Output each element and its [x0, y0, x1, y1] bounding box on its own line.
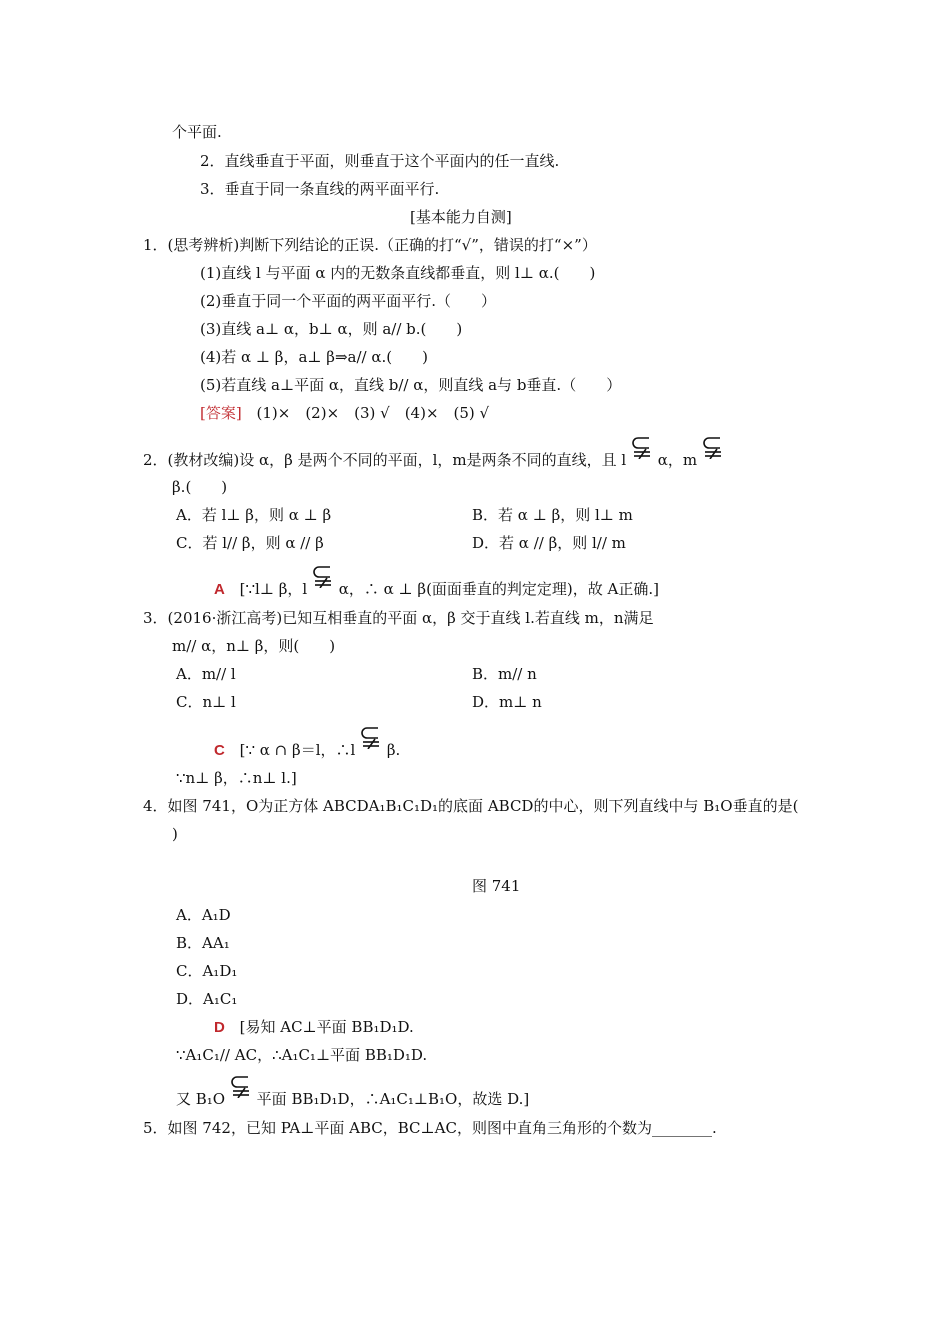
q4-expl-b: ∵A₁C₁// AC，∴A₁C₁⊥平面 BB₁D₁D. — [176, 1046, 428, 1064]
q2-expl-b: α，∴ α ⊥ β(面面垂直的判定定理)，故 A正确.] — [338, 580, 660, 598]
q4-expl-a: [易知 AC⊥平面 BB₁D₁D. — [239, 1018, 414, 1036]
q4-expl-c-a: 又 B₁O — [176, 1090, 226, 1108]
q4-expl-c — [176, 1080, 529, 1109]
q2-answer: A — [214, 581, 225, 598]
intro-line-2: 2．直线垂直于平面，则垂直于这个平面内的任一直线. — [200, 152, 560, 170]
q4-answer: D — [214, 1019, 225, 1036]
q3-expl-c: ∵n⊥ β，∴n⊥ l.] — [176, 769, 297, 787]
q1-item-3: (3)直线 a⊥ α，b⊥ α，则 a// b.( ) — [200, 320, 463, 338]
q3-stem-a: 3．(2016·浙江高考)已知互相垂直的平面 α，β 交于直线 l.若直线 m，n满足 — [143, 609, 654, 627]
subsetneq-symbol — [360, 725, 382, 754]
q2-stem-c: β.( ) — [172, 478, 228, 496]
q2-option-d: D．若 α // β，则 l// m — [472, 534, 626, 552]
q2-stem-b: α，m — [657, 451, 698, 469]
q3-option-d: D．m⊥ n — [472, 693, 542, 711]
q4-explanation — [214, 1017, 414, 1038]
q4-option-c: C．A₁D₁ — [176, 962, 238, 980]
q1-item-5: (5)若直线 a⊥平面 α，直线 b// α，则直线 a与 b垂直.（ ） — [200, 376, 622, 394]
q4-stem-b: ) — [172, 825, 178, 843]
q2-explanation — [214, 570, 659, 600]
q3-expl-a: [∵ α ∩ β＝l，∴l — [239, 741, 356, 759]
q3-stem-b: m// α，n⊥ β，则( ) — [172, 637, 336, 655]
q2-option-b: B．若 α ⊥ β，则 l⊥ m — [472, 506, 633, 524]
q4-expl-c-b: 平面 BB₁D₁D，∴A₁C₁⊥B₁O，故选 D.] — [256, 1090, 530, 1108]
subsetneq-symbol — [631, 435, 653, 464]
q4-stem-a: 4．如图 741，O为正方体 ABCDA₁B₁C₁D₁的底面 ABCD的中心，则下列直线中与 B₁O垂直的是( — [143, 797, 799, 815]
intro-line-3: 3．垂直于同一条直线的两平面平行. — [200, 180, 440, 198]
q1-answer — [200, 403, 489, 423]
q4-option-b: B．AA₁ — [176, 934, 230, 952]
answer-label: [答案] — [200, 404, 242, 422]
q1-item-2: (2)垂直于同一个平面的两平面平行.（ ） — [200, 292, 497, 310]
q1-item-1: (1)直线 l 与平面 α 内的无数条直线都垂直，则 l⊥ α.( ) — [200, 264, 596, 282]
q5-stem: 5．如图 742，已知 PA⊥平面 ABC，BC⊥AC，则图中直角三角形的个数为________. — [143, 1119, 717, 1137]
q2-option-a: A．若 l⊥ β，则 α ⊥ β — [176, 506, 332, 524]
intro-line-1: 个平面. — [172, 123, 222, 141]
q4-option-d: D．A₁C₁ — [176, 990, 238, 1008]
q1-item-4: (4)若 α ⊥ β，a⊥ β⇒a// α.( ) — [200, 348, 428, 366]
q4-figure-caption: 图 741 — [472, 877, 521, 895]
q3-option-b: B．m// n — [472, 665, 537, 683]
q3-expl-b: β. — [386, 741, 401, 759]
q1-answer-text: (1)× (2)× (3) √ (4)× (5) √ — [256, 404, 490, 422]
q3-option-a: A．m// l — [176, 665, 236, 683]
q4-option-a: A．A₁D — [176, 906, 231, 924]
section-title: [基本能力自测] — [410, 208, 512, 226]
q2-expl-a: [∵l⊥ β，l — [239, 580, 308, 598]
q3-answer: C — [214, 742, 225, 759]
q2-stem — [143, 441, 724, 470]
q1-stem: 1．(思考辨析)判断下列结论的正误.（正确的打“√”，错误的打“×”） — [143, 236, 597, 254]
q2-stem-a: 2．(教材改编)设 α，β 是两个不同的平面，l，m是两条不同的直线，且 l — [143, 451, 627, 469]
q3-option-c: C．n⊥ l — [176, 693, 236, 711]
subsetneq-symbol — [312, 564, 334, 593]
q3-explanation — [214, 731, 400, 761]
q2-option-c: C．若 l// β，则 α // β — [176, 534, 324, 552]
subsetneq-symbol — [230, 1074, 252, 1103]
subsetneq-symbol — [702, 435, 724, 464]
